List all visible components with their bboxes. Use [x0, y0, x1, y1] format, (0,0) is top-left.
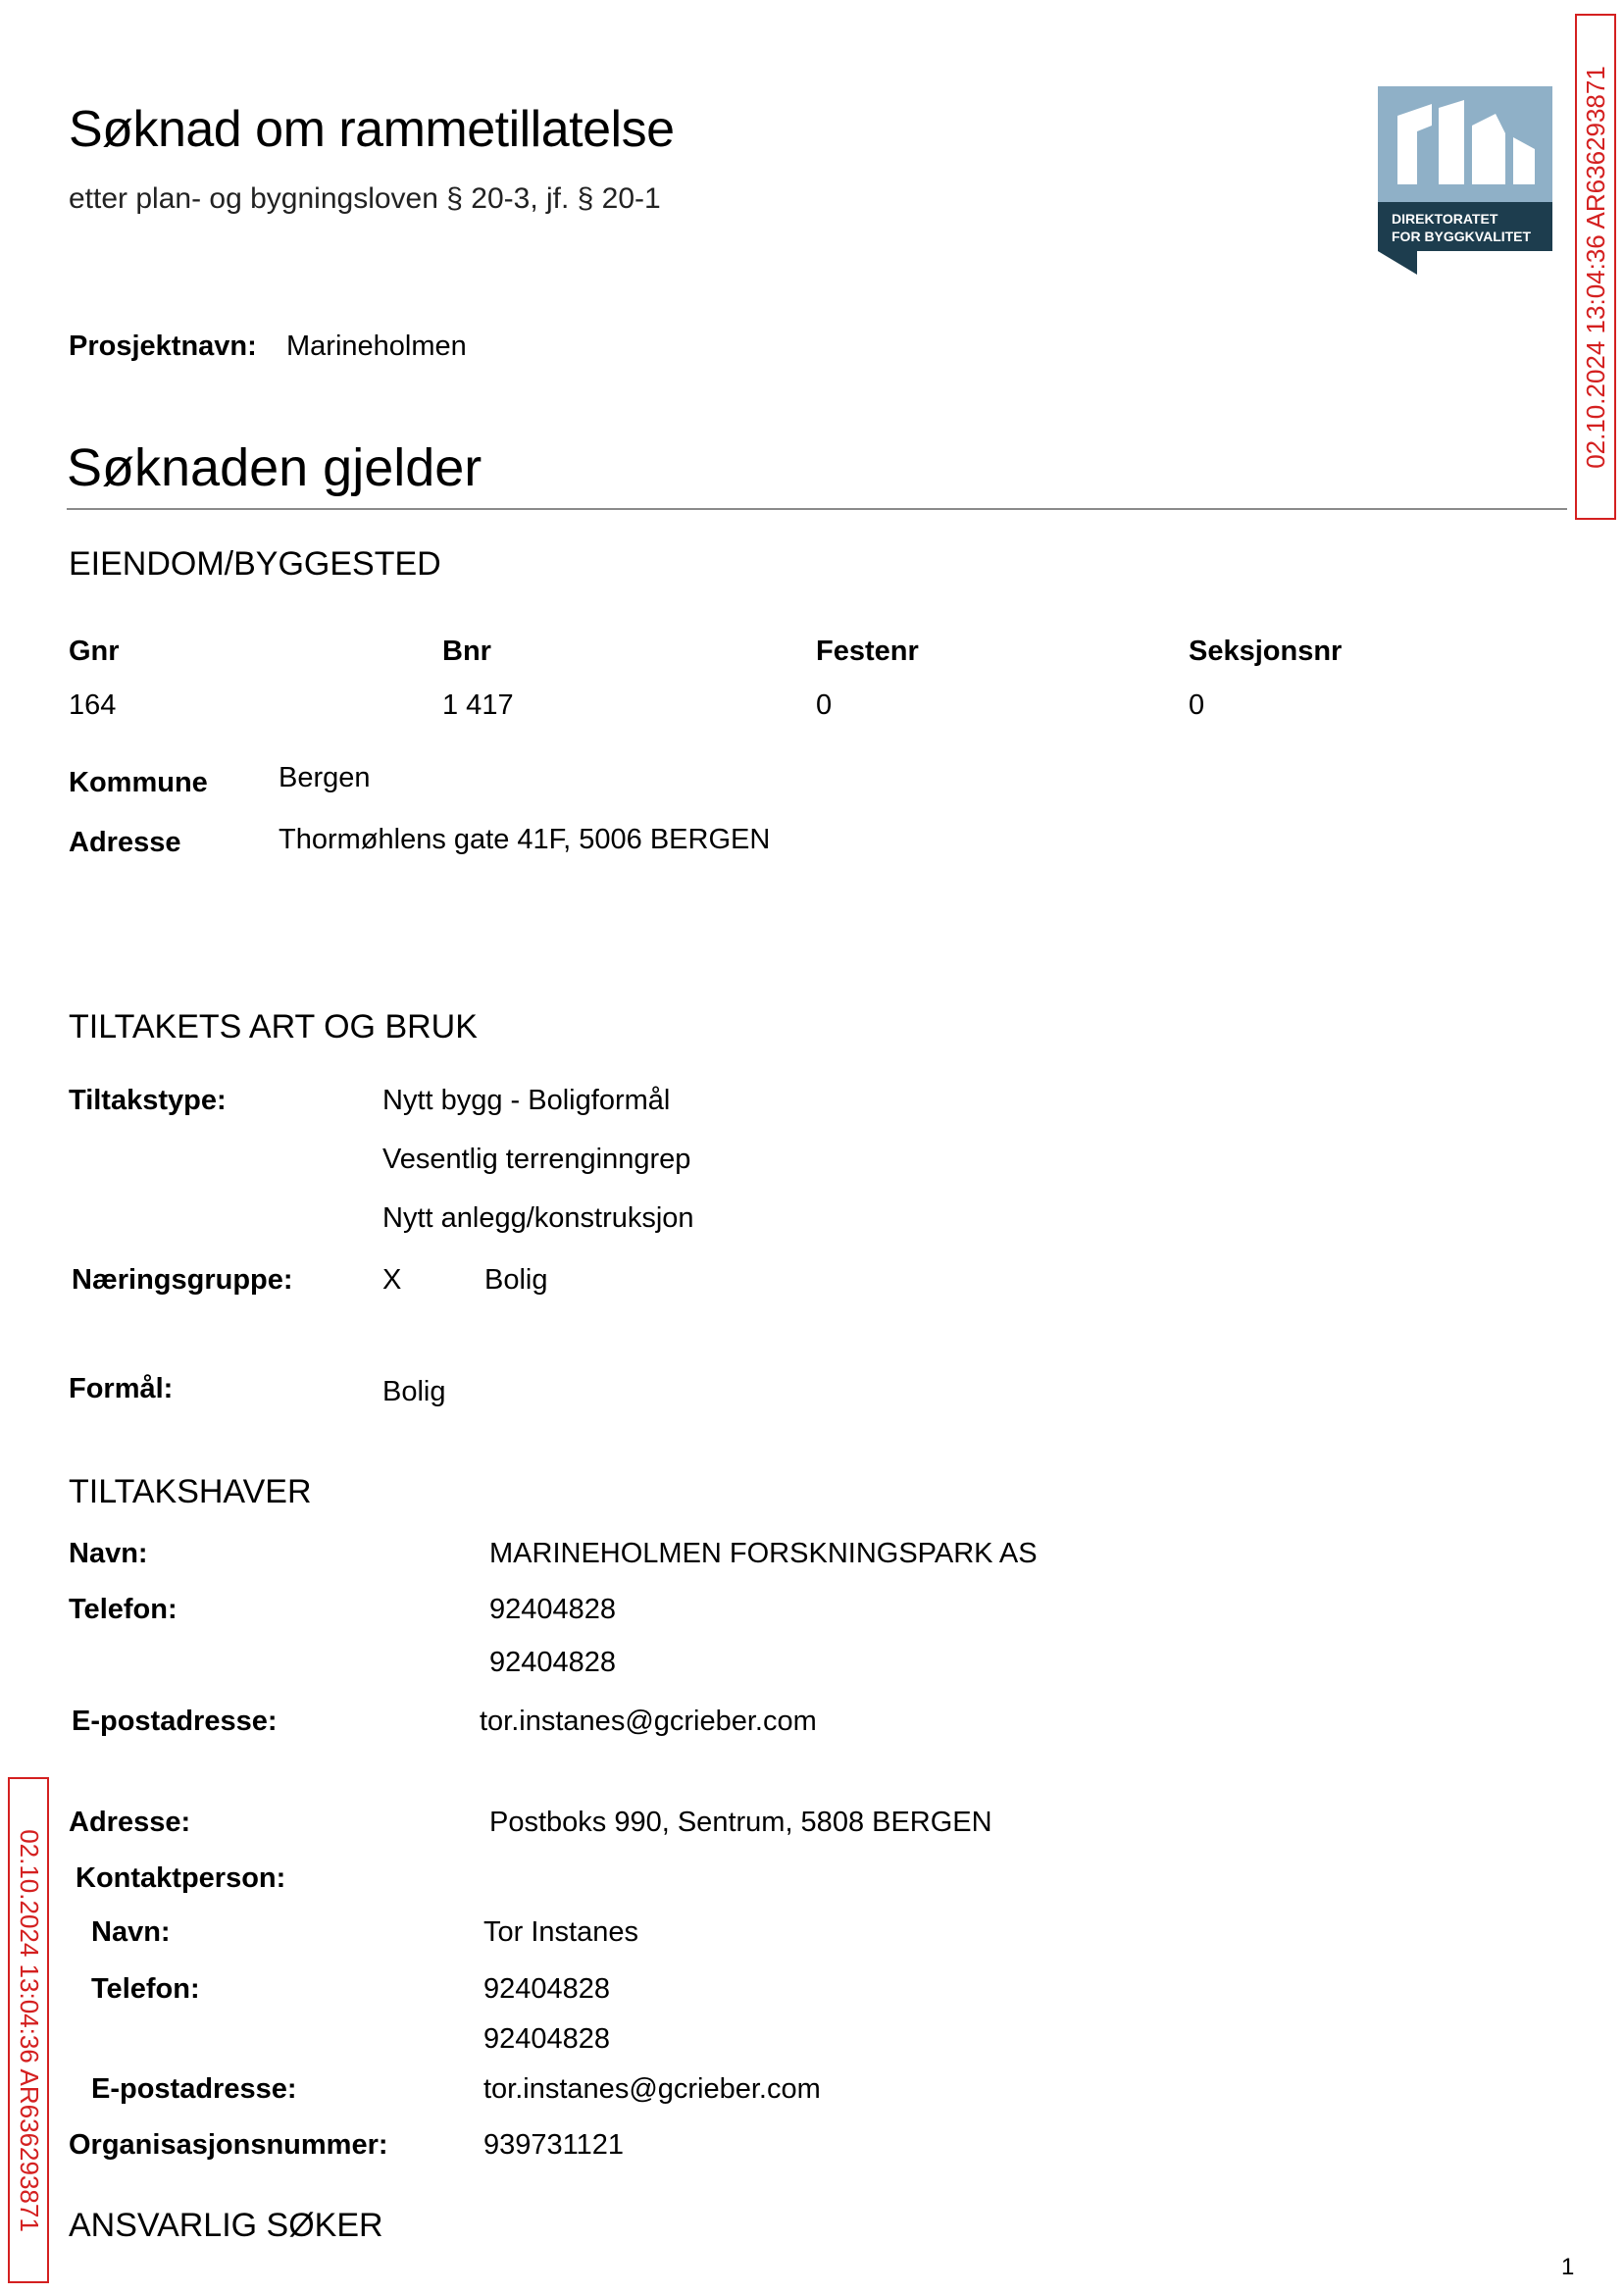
orgnr-label: Organisasjonsnummer: [69, 2129, 388, 2161]
tiltakshaver-telefon-label: Telefon: [69, 1594, 178, 1625]
timestamp-stamp-bottom [8, 1777, 49, 2283]
tiltakstype-label: Tiltakstype: [69, 1085, 227, 1116]
kontakt-epost-label: E-postadresse: [91, 2073, 297, 2105]
orgnr-value: 939731121 [483, 2129, 625, 2161]
timestamp-stamp-top [1575, 14, 1616, 520]
page-number: 1 [1561, 2254, 1575, 2280]
tiltakshaver-telefon2: 92404828 [489, 1647, 617, 1678]
tiltakshaver-navn-value: MARINEHOLMEN FORSKNINGSPARK AS [489, 1538, 1038, 1569]
section-divider [67, 508, 1567, 510]
formal-label: Formål: [69, 1373, 174, 1404]
gnr-label: Gnr [69, 636, 120, 667]
seksjonsnr-value: 0 [1189, 689, 1205, 721]
kontakt-telefon2: 92404828 [483, 2023, 611, 2055]
kommune-label: Kommune [69, 767, 208, 798]
tiltakstype-item: Nytt bygg - Boligformål [382, 1085, 671, 1116]
tiltakshaver-navn-label: Navn: [69, 1538, 148, 1569]
document-subtitle: etter plan- og bygningsloven § 20-3, jf. § 20-1 [69, 182, 661, 215]
ansvarlig-heading: ANSVARLIG SØKER [69, 2207, 383, 2244]
logo-text-line1: DIREKTORATET [1392, 211, 1498, 227]
project-label: Prosjektnavn: [69, 331, 257, 362]
naeringsgruppe-value: Bolig [484, 1264, 548, 1296]
festenr-value: 0 [816, 689, 833, 721]
eiendom-heading: EIENDOM/BYGGESTED [69, 545, 441, 583]
tiltakshaver-heading: TILTAKSHAVER [69, 1473, 312, 1510]
stamp-text-bottom: 02.10.2024 13:04:36 AR636293871 [14, 1828, 44, 2232]
kontakt-telefon-label: Telefon: [91, 1973, 200, 2005]
kommune-value: Bergen [279, 762, 371, 793]
bnr-value: 1 417 [442, 689, 514, 721]
tiltak-heading: TILTAKETS ART OG BRUK [69, 1008, 478, 1045]
kontakt-navn-value: Tor Instanes [483, 1916, 638, 1948]
gnr-value: 164 [69, 689, 117, 721]
naeringsgruppe-code: X [382, 1264, 402, 1296]
tiltakshaver-epost-value: tor.instanes@gcrieber.com [480, 1706, 817, 1737]
tiltakstype-item: Vesentlig terrenginngrep [382, 1144, 691, 1175]
tiltakshaver-adresse-value: Postboks 990, Sentrum, 5808 BERGEN [489, 1807, 992, 1838]
project-value: Marineholmen [286, 331, 467, 362]
tiltakshaver-epost-label: E-postadresse: [72, 1706, 278, 1737]
adresse-label: Adresse [69, 827, 181, 858]
kontakt-navn-label: Navn: [91, 1916, 171, 1948]
section-title: Søknaden gjelder [67, 438, 482, 497]
tiltakstype-item: Nytt anlegg/konstruksjon [382, 1202, 694, 1234]
dibk-logo [1378, 86, 1552, 275]
tiltakshaver-telefon1: 92404828 [489, 1594, 617, 1625]
tiltakshaver-adresse-label: Adresse: [69, 1807, 191, 1838]
formal-value: Bolig [382, 1376, 446, 1407]
adresse-value: Thormøhlens gate 41F, 5006 BERGEN [279, 824, 771, 855]
stamp-text-top: 02.10.2024 13:04:36 AR636293871 [1580, 65, 1610, 469]
kontaktperson-label: Kontaktperson: [76, 1862, 286, 1894]
bnr-label: Bnr [442, 636, 491, 667]
logo-text-line2: FOR BYGGKVALITET [1392, 229, 1532, 244]
document-title: Søknad om rammetillatelse [69, 101, 675, 158]
naeringsgruppe-label: Næringsgruppe: [72, 1264, 293, 1296]
festenr-label: Festenr [816, 636, 919, 667]
kontakt-epost-value: tor.instanes@gcrieber.com [483, 2073, 821, 2105]
kontakt-telefon1: 92404828 [483, 1973, 611, 2005]
seksjonsnr-label: Seksjonsnr [1189, 636, 1343, 667]
